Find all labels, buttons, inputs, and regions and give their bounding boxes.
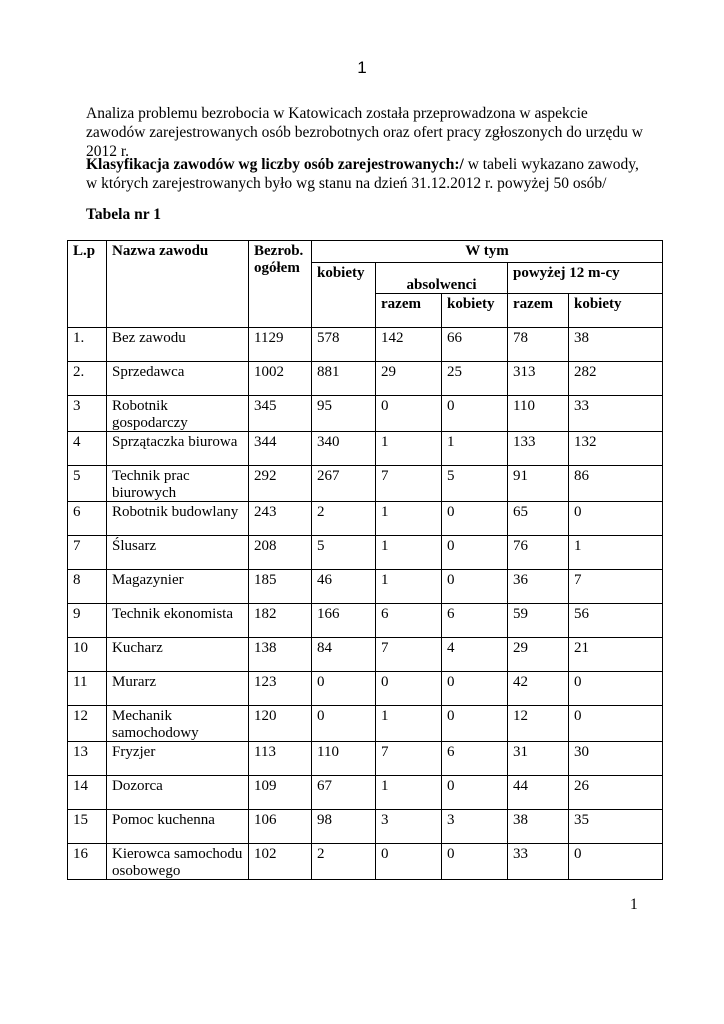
table-row <box>68 536 663 570</box>
cell-name: Technik ekonomista <box>107 604 249 638</box>
table-row <box>68 432 663 466</box>
cell-powyzej-kobiety: 56 <box>569 604 663 638</box>
header-name: Nazwa zawodu <box>107 241 249 328</box>
cell-total: 113 <box>249 742 312 776</box>
cell-powyzej-kobiety: 1 <box>569 536 663 570</box>
cell-powyzej-razem: 36 <box>508 570 569 604</box>
cell-kobiety: 881 <box>312 362 376 396</box>
cell-powyzej-kobiety: 132 <box>569 432 663 466</box>
cell-total: 344 <box>249 432 312 466</box>
page-number-top: 1 <box>357 58 367 77</box>
cell-absolwenci-kobiety: 3 <box>442 810 508 844</box>
table-row <box>68 570 663 604</box>
cell-absolwenci-razem: 1 <box>376 536 442 570</box>
cell-absolwenci-razem: 1 <box>376 502 442 536</box>
cell-absolwenci-kobiety: 0 <box>442 672 508 706</box>
cell-absolwenci-kobiety: 0 <box>442 844 508 880</box>
cell-absolwenci-razem: 0 <box>376 396 442 432</box>
cell-lp: 4 <box>68 432 107 466</box>
cell-absolwenci-razem: 7 <box>376 742 442 776</box>
cell-powyzej-razem: 59 <box>508 604 569 638</box>
table-row <box>68 776 663 810</box>
cell-lp: 14 <box>68 776 107 810</box>
cell-lp: 16 <box>68 844 107 880</box>
cell-name: Fryzjer <box>107 742 249 776</box>
cell-total: 1129 <box>249 328 312 362</box>
cell-powyzej-razem: 133 <box>508 432 569 466</box>
cell-powyzej-kobiety: 21 <box>569 638 663 672</box>
table-row <box>68 844 663 880</box>
header-absolwenci: absolwenci <box>376 263 508 294</box>
cell-absolwenci-razem: 29 <box>376 362 442 396</box>
cell-powyzej-kobiety: 33 <box>569 396 663 432</box>
cell-kobiety: 2 <box>312 502 376 536</box>
cell-powyzej-kobiety: 86 <box>569 466 663 502</box>
classification-heading: Klasyfikacja zawodów wg liczby osób zarejestrowanych:/ <box>86 156 464 173</box>
table-row <box>68 810 663 844</box>
cell-absolwenci-razem: 0 <box>376 672 442 706</box>
cell-powyzej-kobiety: 26 <box>569 776 663 810</box>
cell-absolwenci-kobiety: 6 <box>442 742 508 776</box>
cell-name: Murarz <box>107 672 249 706</box>
header-razem-absolwenci: razem <box>376 294 442 328</box>
cell-powyzej-razem: 31 <box>508 742 569 776</box>
header-total: Bezrob. ogółem <box>249 241 312 328</box>
cell-powyzej-kobiety: 30 <box>569 742 663 776</box>
cell-total: 138 <box>249 638 312 672</box>
cell-absolwenci-razem: 7 <box>376 466 442 502</box>
cell-kobiety: 0 <box>312 706 376 742</box>
table-body <box>68 328 663 880</box>
cell-name: Dozorca <box>107 776 249 810</box>
cell-powyzej-kobiety: 0 <box>569 502 663 536</box>
cell-total: 345 <box>249 396 312 432</box>
cell-kobiety: 2 <box>312 844 376 880</box>
table-row <box>68 502 663 536</box>
table-row <box>68 466 663 502</box>
cell-kobiety: 95 <box>312 396 376 432</box>
cell-absolwenci-razem: 7 <box>376 638 442 672</box>
cell-powyzej-razem: 29 <box>508 638 569 672</box>
cell-lp: 1. <box>68 328 107 362</box>
occupations-table <box>67 240 663 880</box>
header-kobiety-absolwenci: kobiety <box>442 294 508 328</box>
cell-absolwenci-kobiety: 66 <box>442 328 508 362</box>
cell-powyzej-kobiety: 0 <box>569 706 663 742</box>
cell-lp: 11 <box>68 672 107 706</box>
table-row <box>68 706 663 742</box>
cell-kobiety: 578 <box>312 328 376 362</box>
cell-total: 243 <box>249 502 312 536</box>
cell-powyzej-razem: 42 <box>508 672 569 706</box>
table-row <box>68 604 663 638</box>
cell-absolwenci-kobiety: 0 <box>442 776 508 810</box>
cell-lp: 12 <box>68 706 107 742</box>
cell-total: 208 <box>249 536 312 570</box>
cell-total: 1002 <box>249 362 312 396</box>
cell-absolwenci-kobiety: 4 <box>442 638 508 672</box>
cell-lp: 2. <box>68 362 107 396</box>
cell-name: Bez zawodu <box>107 328 249 362</box>
classification-text: w tabeli wykazano zawody, w których zarejestrowanych było wg stanu na dzień 31.12.2012 r. powyżej 50 osób/ <box>86 156 639 192</box>
table-row <box>68 362 663 396</box>
cell-powyzej-razem: 110 <box>508 396 569 432</box>
cell-name: Sprzątaczka biurowa <box>107 432 249 466</box>
cell-total: 185 <box>249 570 312 604</box>
cell-lp: 6 <box>68 502 107 536</box>
cell-powyzej-razem: 78 <box>508 328 569 362</box>
cell-lp: 13 <box>68 742 107 776</box>
cell-powyzej-razem: 44 <box>508 776 569 810</box>
cell-lp: 9 <box>68 604 107 638</box>
cell-total: 123 <box>249 672 312 706</box>
cell-absolwenci-razem: 0 <box>376 844 442 880</box>
cell-powyzej-razem: 65 <box>508 502 569 536</box>
cell-kobiety: 110 <box>312 742 376 776</box>
cell-total: 102 <box>249 844 312 880</box>
cell-kobiety: 0 <box>312 672 376 706</box>
table-row <box>68 742 663 776</box>
cell-total: 292 <box>249 466 312 502</box>
cell-total: 120 <box>249 706 312 742</box>
cell-name: Ślusarz <box>107 536 249 570</box>
cell-name: Kucharz <box>107 638 249 672</box>
cell-total: 182 <box>249 604 312 638</box>
cell-kobiety: 67 <box>312 776 376 810</box>
table-title: Tabela nr 1 <box>86 206 161 223</box>
table-row <box>68 672 663 706</box>
cell-lp: 15 <box>68 810 107 844</box>
table-row <box>68 328 663 362</box>
cell-absolwenci-kobiety: 5 <box>442 466 508 502</box>
cell-kobiety: 46 <box>312 570 376 604</box>
header-powyzej: powyżej 12 m-cy <box>508 263 663 294</box>
cell-powyzej-razem: 313 <box>508 362 569 396</box>
cell-name: Sprzedawca <box>107 362 249 396</box>
cell-kobiety: 5 <box>312 536 376 570</box>
header-kobiety-powyzej: kobiety <box>569 294 663 328</box>
cell-powyzej-kobiety: 38 <box>569 328 663 362</box>
cell-name: Mechanik samochodowy <box>107 706 249 742</box>
header-lp: L.p <box>68 241 107 328</box>
cell-kobiety: 267 <box>312 466 376 502</box>
cell-powyzej-razem: 33 <box>508 844 569 880</box>
table-row <box>68 638 663 672</box>
cell-absolwenci-kobiety: 0 <box>442 706 508 742</box>
intro-paragraph: Analiza problemu bezrobocia w Katowicach została przeprowadzona w aspekcie zawodów zarejestrowanych osób bezrobotnych oraz ofert pracy zgłoszonych do urzędu w 2012 r. <box>86 105 643 160</box>
cell-name: Robotnik gospodarczy <box>107 396 249 432</box>
cell-absolwenci-razem: 1 <box>376 432 442 466</box>
cell-absolwenci-razem: 1 <box>376 706 442 742</box>
page-number-bottom: 1 <box>630 896 638 913</box>
cell-name: Technik prac biurowych <box>107 466 249 502</box>
cell-absolwenci-razem: 142 <box>376 328 442 362</box>
cell-name: Robotnik budowlany <box>107 502 249 536</box>
cell-name: Magazynier <box>107 570 249 604</box>
header-razem-powyzej: razem <box>508 294 569 328</box>
cell-powyzej-kobiety: 0 <box>569 844 663 880</box>
cell-absolwenci-kobiety: 0 <box>442 502 508 536</box>
cell-powyzej-razem: 76 <box>508 536 569 570</box>
cell-powyzej-razem: 12 <box>508 706 569 742</box>
cell-lp: 7 <box>68 536 107 570</box>
cell-powyzej-razem: 91 <box>508 466 569 502</box>
cell-kobiety: 98 <box>312 810 376 844</box>
classification-paragraph <box>86 155 646 193</box>
cell-powyzej-kobiety: 0 <box>569 672 663 706</box>
cell-powyzej-razem: 38 <box>508 810 569 844</box>
cell-kobiety: 84 <box>312 638 376 672</box>
cell-kobiety: 340 <box>312 432 376 466</box>
cell-absolwenci-kobiety: 0 <box>442 570 508 604</box>
cell-absolwenci-kobiety: 0 <box>442 536 508 570</box>
cell-kobiety: 166 <box>312 604 376 638</box>
cell-absolwenci-kobiety: 1 <box>442 432 508 466</box>
cell-total: 109 <box>249 776 312 810</box>
cell-absolwenci-kobiety: 25 <box>442 362 508 396</box>
cell-powyzej-kobiety: 282 <box>569 362 663 396</box>
cell-name: Kierowca samochodu osobowego <box>107 844 249 880</box>
cell-absolwenci-kobiety: 6 <box>442 604 508 638</box>
cell-lp: 5 <box>68 466 107 502</box>
cell-lp: 3 <box>68 396 107 432</box>
cell-powyzej-kobiety: 7 <box>569 570 663 604</box>
table-row <box>68 396 663 432</box>
cell-absolwenci-razem: 6 <box>376 604 442 638</box>
cell-absolwenci-razem: 1 <box>376 570 442 604</box>
cell-absolwenci-razem: 3 <box>376 810 442 844</box>
header-w-tym: W tym <box>312 241 663 263</box>
cell-name: Pomoc kuchenna <box>107 810 249 844</box>
header-kobiety: kobiety <box>312 263 376 328</box>
cell-lp: 10 <box>68 638 107 672</box>
cell-absolwenci-kobiety: 0 <box>442 396 508 432</box>
cell-absolwenci-razem: 1 <box>376 776 442 810</box>
cell-powyzej-kobiety: 35 <box>569 810 663 844</box>
cell-total: 106 <box>249 810 312 844</box>
cell-lp: 8 <box>68 570 107 604</box>
